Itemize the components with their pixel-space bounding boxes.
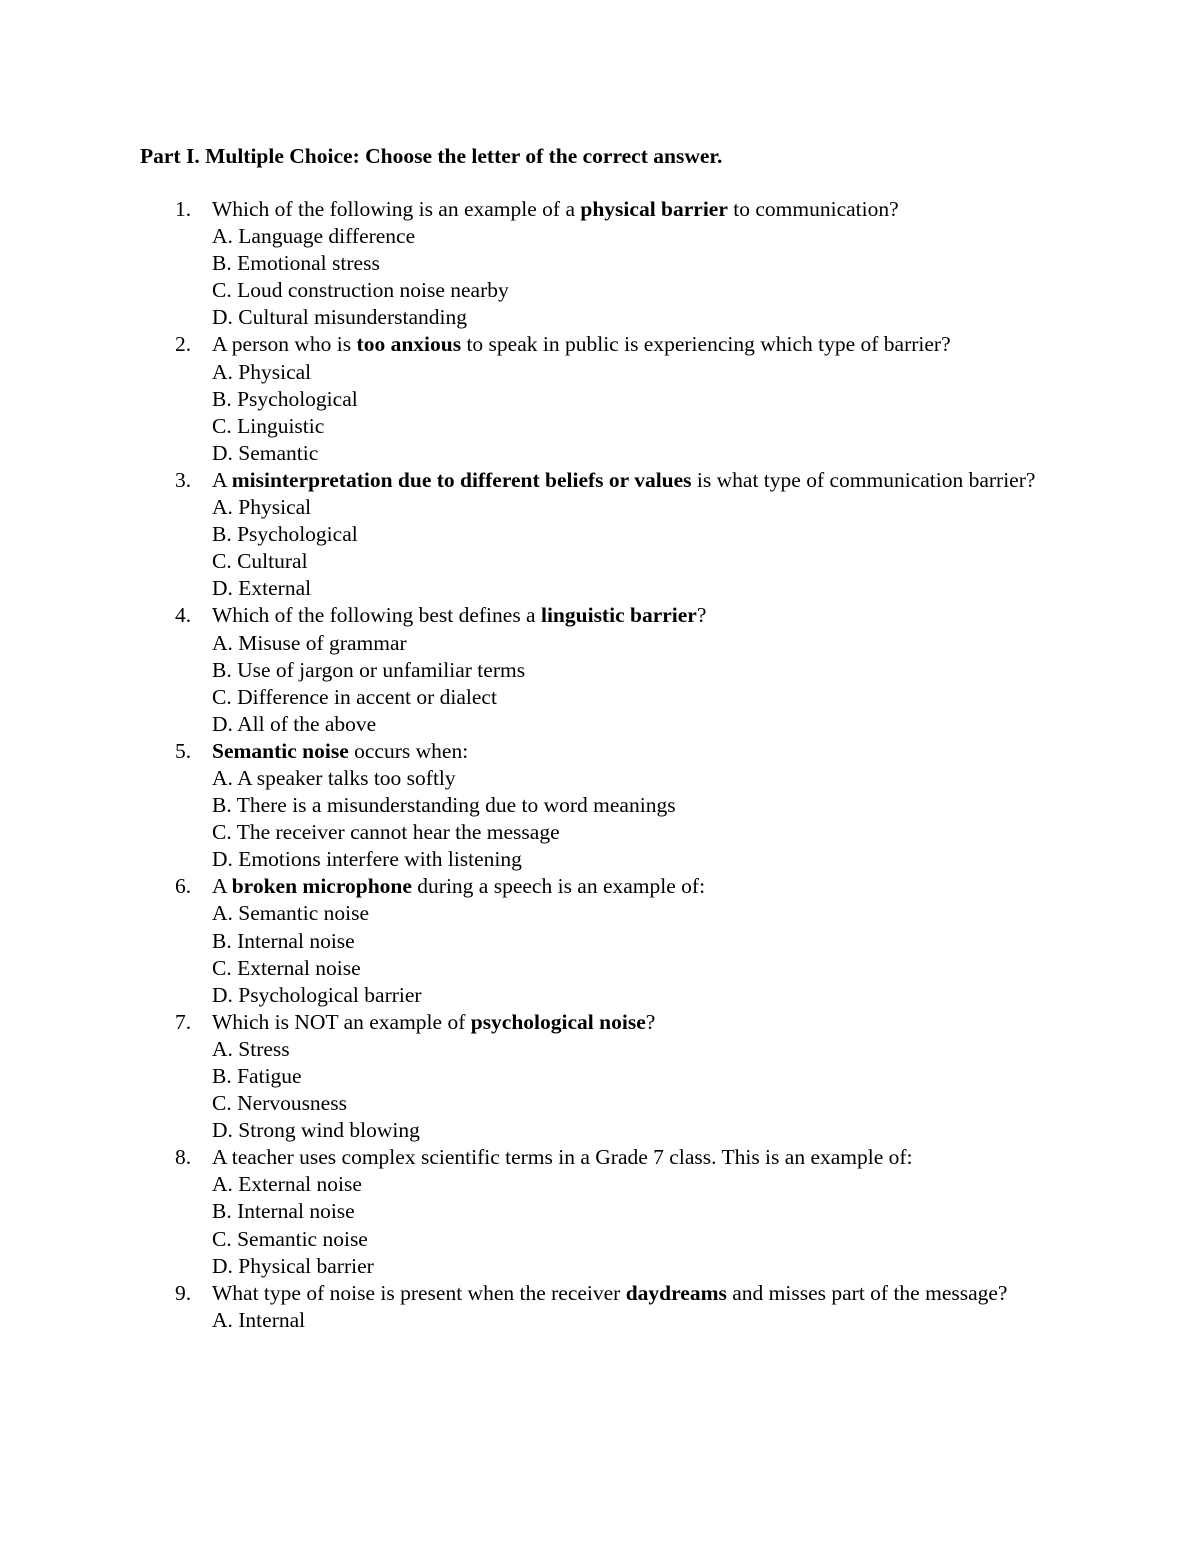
stem-text: Which is NOT an example of bbox=[212, 1009, 471, 1034]
answer-option: A. Language difference bbox=[212, 224, 416, 249]
stem-text: A teacher uses complex scientific terms in a Grade 7 class. This is an example of: bbox=[212, 1145, 913, 1170]
question-item bbox=[0, 1280, 1200, 1334]
answer-option: B. Use of jargon or unfamiliar terms bbox=[212, 657, 526, 682]
question-body bbox=[212, 738, 1052, 873]
question-stem bbox=[212, 602, 1052, 629]
answer-option: D. All of the above bbox=[212, 711, 377, 736]
question-item bbox=[0, 196, 1200, 331]
stem-emphasis: daydreams bbox=[625, 1280, 727, 1305]
question-stem bbox=[212, 1280, 1052, 1307]
question-number: 2. bbox=[175, 332, 192, 357]
stem-text: is what type of communication barrier? bbox=[691, 467, 1036, 492]
question-number: 5. bbox=[175, 738, 192, 763]
answer-option: A. Misuse of grammar bbox=[212, 630, 407, 655]
question-item bbox=[0, 467, 1200, 602]
stem-text: ? bbox=[645, 1009, 656, 1034]
answer-option: B. Psychological bbox=[212, 522, 358, 547]
answer-option: A. Stress bbox=[212, 1036, 290, 1061]
answer-option: B. Fatigue bbox=[212, 1064, 302, 1088]
answer-option: D. Emotions interfere with listening bbox=[212, 847, 522, 872]
answer-option: A. Physical bbox=[212, 495, 312, 520]
question-body bbox=[212, 1144, 1052, 1279]
answer-option: C. The receiver cannot hear the message bbox=[212, 820, 560, 845]
question-item bbox=[0, 738, 1200, 873]
question-body bbox=[212, 467, 1052, 602]
stem-text: during a speech is an example of: bbox=[411, 874, 706, 899]
stem-text: and misses part of the message? bbox=[726, 1280, 1008, 1305]
question-number: 6. bbox=[175, 874, 192, 899]
question-body bbox=[212, 331, 1052, 466]
answer-option: D. Psychological barrier bbox=[212, 982, 422, 1007]
question-list bbox=[0, 196, 1200, 1334]
question-body bbox=[212, 873, 1052, 1008]
stem-text: Which of the following is an example of a bbox=[212, 197, 581, 221]
question-stem bbox=[212, 738, 1052, 765]
question-item bbox=[0, 873, 1200, 1008]
answer-option: C. Semantic noise bbox=[212, 1226, 368, 1251]
stem-text: What type of noise is present when the receiver bbox=[212, 1280, 626, 1305]
answer-option: B. Emotional stress bbox=[212, 251, 380, 276]
question-number: 7. bbox=[175, 1009, 192, 1034]
question-stem bbox=[212, 196, 1052, 223]
stem-emphasis: physical barrier bbox=[580, 197, 728, 221]
stem-emphasis: Semantic noise bbox=[212, 738, 349, 763]
answer-option: D. External bbox=[212, 576, 312, 601]
question-number: 3. bbox=[175, 467, 192, 492]
stem-text: Which of the following best defines a bbox=[212, 603, 541, 628]
question-number: 4. bbox=[175, 603, 192, 628]
answer-option: C. Linguistic bbox=[212, 413, 325, 438]
question-stem bbox=[212, 873, 1052, 900]
question-item bbox=[0, 1144, 1200, 1279]
answer-option: B. Internal noise bbox=[212, 1199, 355, 1224]
answer-option: A. Semantic noise bbox=[212, 901, 370, 926]
answer-option: D. Cultural misunderstanding bbox=[212, 305, 467, 330]
question-item bbox=[0, 331, 1200, 466]
answer-option: A. External noise bbox=[212, 1172, 362, 1197]
answer-option: A. A speaker talks too softly bbox=[212, 765, 456, 790]
question-stem bbox=[212, 1009, 1052, 1036]
answer-option: D. Semantic bbox=[212, 440, 319, 465]
question-body bbox=[212, 196, 1052, 331]
question-number: 9. bbox=[175, 1280, 192, 1305]
answer-option: A. Internal bbox=[212, 1307, 306, 1332]
answer-option: B. Psychological bbox=[212, 386, 358, 411]
question-body bbox=[212, 1280, 1052, 1334]
question-stem bbox=[212, 1144, 1052, 1171]
question-item bbox=[0, 602, 1200, 737]
answer-option: C. Cultural bbox=[212, 549, 308, 574]
question-item bbox=[0, 1009, 1200, 1144]
part-heading: Part I. Multiple Choice: Choose the letter of the correct answer. bbox=[140, 144, 723, 168]
answer-option: C. External noise bbox=[212, 955, 361, 980]
stem-emphasis: linguistic barrier bbox=[540, 603, 697, 628]
question-stem bbox=[212, 467, 1052, 494]
answer-option: C. Loud construction noise nearby bbox=[212, 278, 509, 303]
stem-emphasis: psychological noise bbox=[470, 1009, 646, 1034]
answer-option: D. Strong wind blowing bbox=[212, 1118, 420, 1143]
stem-text: ? bbox=[696, 603, 707, 628]
stem-text: A bbox=[212, 874, 232, 899]
stem-text: to communication? bbox=[727, 197, 899, 221]
stem-emphasis: broken microphone bbox=[231, 874, 412, 899]
stem-emphasis: misinterpretation due to different beliefs or values bbox=[231, 467, 692, 492]
answer-option: B. There is a misunderstanding due to word meanings bbox=[212, 793, 676, 818]
stem-text: A person who is bbox=[212, 332, 357, 357]
question-number: 1. bbox=[175, 197, 192, 221]
answer-option: B. Internal noise bbox=[212, 928, 355, 953]
stem-emphasis: too anxious bbox=[356, 332, 462, 357]
question-body bbox=[212, 1009, 1052, 1144]
answer-option: C. Nervousness bbox=[212, 1091, 347, 1116]
question-body bbox=[212, 602, 1052, 737]
answer-option: A. Physical bbox=[212, 359, 312, 384]
stem-text: to speak in public is experiencing which type of barrier? bbox=[461, 332, 951, 357]
stem-text: A bbox=[212, 467, 232, 492]
question-number: 8. bbox=[175, 1145, 192, 1170]
stem-text: occurs when: bbox=[348, 738, 469, 763]
answer-option: D. Physical barrier bbox=[212, 1253, 374, 1278]
question-stem bbox=[212, 331, 1052, 358]
answer-option: C. Difference in accent or dialect bbox=[212, 684, 497, 709]
